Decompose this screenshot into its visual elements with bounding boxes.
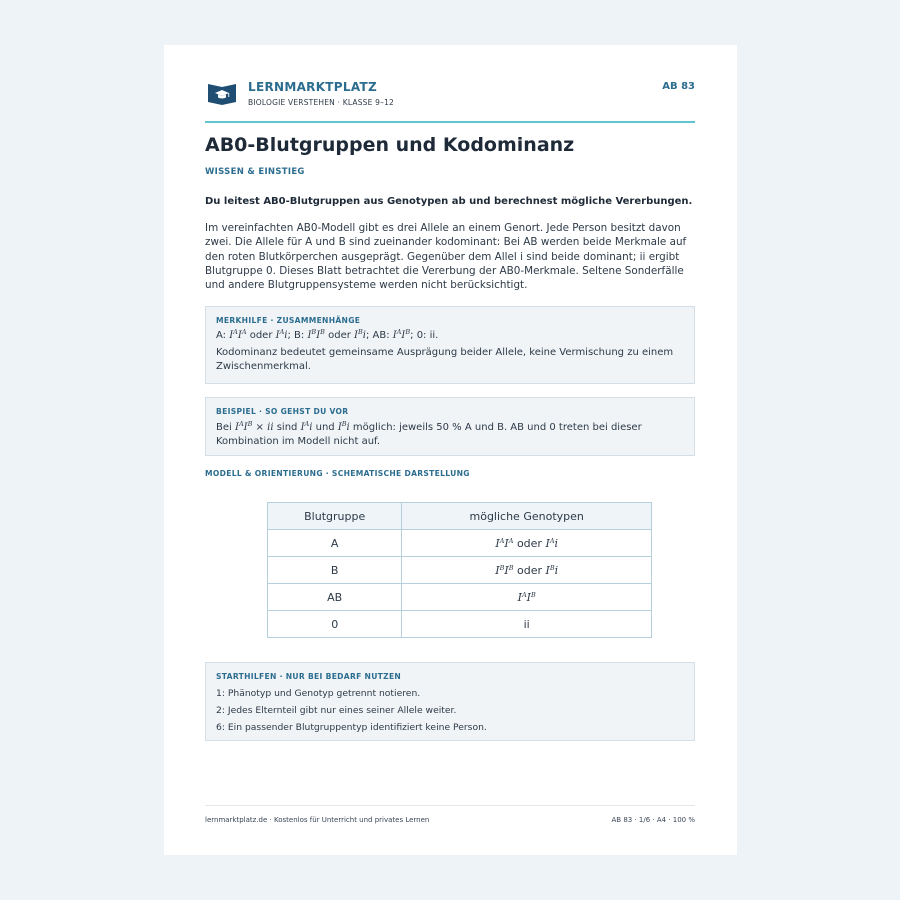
blood-group-table bbox=[267, 502, 652, 638]
merkhilfe-label: MERKHILFE · ZUSAMMENHÄNGE bbox=[216, 316, 361, 325]
table-header-blutgruppe: Blutgruppe bbox=[268, 503, 402, 530]
starthilfen-label: STARTHILFEN · NUR BEI BEDARF NUTZEN bbox=[216, 672, 402, 681]
table-cell-group: 0 bbox=[268, 611, 402, 638]
worksheet-page bbox=[164, 45, 737, 855]
intro-paragraph: Im vereinfachten AB0-Modell gibt es drei Allele an einem Genort. Jede Person besitzt davon zwei. Die Allele für A und B sind zueinander kodominant: Bei AB werden beide Merkmale auf den roten Blutkörperchen ausgeprägt. Gegenüber dem Allel i sind beide dominant; ii ergibt Blutgruppe 0. Dieses Blatt betrachtet die Vererbung der AB0-Merkmale. Seltene Sonderfälle und andere Blutgruppensysteme werden nicht berücksichtigt. bbox=[205, 222, 687, 292]
starthilfe-item: 2: Jedes Elternteil gibt nur eines seiner Allele weiter. bbox=[216, 705, 457, 716]
table-row bbox=[268, 557, 652, 584]
table-cell-group: A bbox=[268, 530, 402, 557]
table-row bbox=[268, 584, 652, 611]
starthilfe-item: 1: Phänotyp und Genotyp getrennt notieren. bbox=[216, 688, 421, 699]
merkhilfe-note: Kodominanz bedeutet gemeinsame Ausprägung beider Allele, keine Vermischung zu einem Zwischenmerkmal. bbox=[216, 347, 674, 372]
page-footer bbox=[205, 805, 695, 824]
table-cell-group: B bbox=[268, 557, 402, 584]
table-header-genotypen: mögliche Genotypen bbox=[402, 503, 652, 530]
brand-name: LERNMARKTPLATZ bbox=[248, 80, 377, 94]
section-kicker: WISSEN & EINSTIEG bbox=[205, 167, 305, 177]
brand-subtitle: BIOLOGIE VERSTEHEN · KLASSE 9–12 bbox=[248, 98, 395, 107]
starthilfen-box bbox=[205, 662, 695, 741]
page-title: AB0-Blutgruppen und Kodominanz bbox=[205, 134, 575, 156]
lead-text: Du leitest AB0-Blutgruppen aus Genotypen ab und berechnest mögliche Vererbungen. bbox=[205, 196, 693, 207]
beispiel-text: Bei $I^AI^B$ × ii sind $I^Ai$ und $I^Bi$ möglich: jeweils 50 % A und B. AB und 0 treten bei dieser Kombination im Modell nicht auf. bbox=[216, 420, 642, 447]
table-cell-genotype: ii bbox=[402, 611, 652, 638]
beispiel-box bbox=[205, 397, 695, 456]
table-row bbox=[268, 611, 652, 638]
table-header-row bbox=[268, 503, 652, 530]
model-section-label: MODELL & ORIENTIERUNG · SCHEMATISCHE DARSTELLUNG bbox=[205, 469, 470, 478]
page-header bbox=[205, 79, 695, 123]
table-cell-genotype: $I^AI^A$ oder $I^Ai$ bbox=[402, 530, 652, 557]
table-cell-genotype: $I^BI^B$ oder $I^Bi$ bbox=[402, 557, 652, 584]
table-row bbox=[268, 530, 652, 557]
table-cell-genotype: $I^AI^B$ bbox=[402, 584, 652, 611]
footer-left: lernmarktplatz.de · Kostenlos für Unterricht und privates Lernen bbox=[205, 816, 430, 824]
table-cell-group: AB bbox=[268, 584, 402, 611]
merkhilfe-box bbox=[205, 306, 695, 384]
sheet-code: AB 83 bbox=[662, 81, 695, 92]
open-book-graduation-cap-icon bbox=[207, 81, 237, 105]
starthilfe-item: 6: Ein passender Blutgruppentyp identifiziert keine Person. bbox=[216, 722, 487, 733]
merkhilfe-formula: A: $I^AI^A$ oder $I^Ai$; B: $I^BI^B$ oder $I^Bi$; AB: $I^AI^B$; 0: ii. bbox=[216, 328, 439, 341]
footer-right: AB 83 · 1/6 · A4 · 100 % bbox=[611, 816, 695, 824]
beispiel-label: BEISPIEL · SO GEHST DU VOR bbox=[216, 407, 349, 416]
